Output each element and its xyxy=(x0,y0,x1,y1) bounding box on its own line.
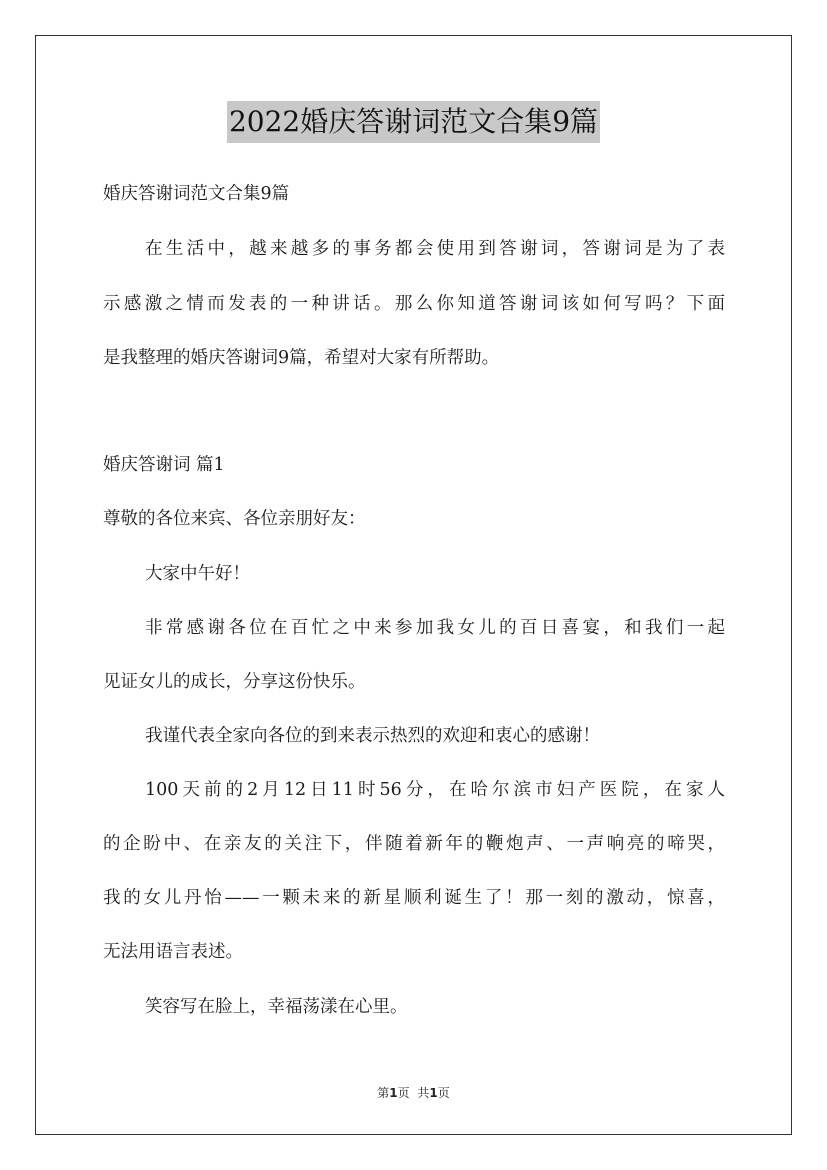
footer-total-number: 1 xyxy=(429,1086,438,1100)
footer-total-prefix: 共 xyxy=(417,1086,430,1100)
page-footer xyxy=(0,1084,827,1101)
para1-line-2: 见证女儿的成长，分享这份快乐。 xyxy=(103,672,366,692)
para1-line-1: 非常感谢各位在百忙之中来参加我女儿的百日喜宴，和我们一起 xyxy=(145,618,725,638)
para3-line-1: 100天前的2月12日11时56分，在哈尔滨市妇产医院，在家人 xyxy=(145,780,725,800)
intro-line-2: 示感激之情而发表的一种讲话。那么你知道答谢词该如何写吗？下面 xyxy=(103,294,725,314)
para3-line-4: 无法用语言表述。 xyxy=(103,942,243,962)
document-subtitle: 婚庆答谢词范文合集9篇 xyxy=(103,184,290,204)
section-heading: 婚庆答谢词 篇1 xyxy=(103,455,225,475)
intro-line-1: 在生活中，越来越多的事务都会使用到答谢词，答谢词是为了表 xyxy=(145,239,725,259)
para3-line-3: 我的女儿丹怡——一颗未来的新星顺利诞生了！那一刻的激动，惊喜， xyxy=(103,888,725,908)
title-container xyxy=(0,101,827,143)
footer-total-suffix: 页 xyxy=(437,1086,450,1100)
document-title: 2022婚庆答谢词范文合集9篇 xyxy=(227,101,600,143)
footer-page-number: 1 xyxy=(389,1086,398,1100)
intro-line-3: 是我整理的婚庆答谢词9篇，希望对大家有所帮助。 xyxy=(103,348,500,368)
para2: 我谨代表全家向各位的到来表示热烈的欢迎和衷心的感谢！ xyxy=(145,726,600,746)
greeting: 大家中午好！ xyxy=(145,564,250,584)
footer-page-suffix: 页 xyxy=(397,1086,410,1100)
footer-page-prefix: 第 xyxy=(377,1086,390,1100)
para3-line-2: 的企盼中、在亲友的关注下，伴随着新年的鞭炮声、一声响亮的啼哭， xyxy=(103,834,725,854)
salutation: 尊敬的各位来宾、各位亲朋好友： xyxy=(103,509,366,529)
para4: 笑容写在脸上，幸福荡漾在心里。 xyxy=(145,997,408,1017)
